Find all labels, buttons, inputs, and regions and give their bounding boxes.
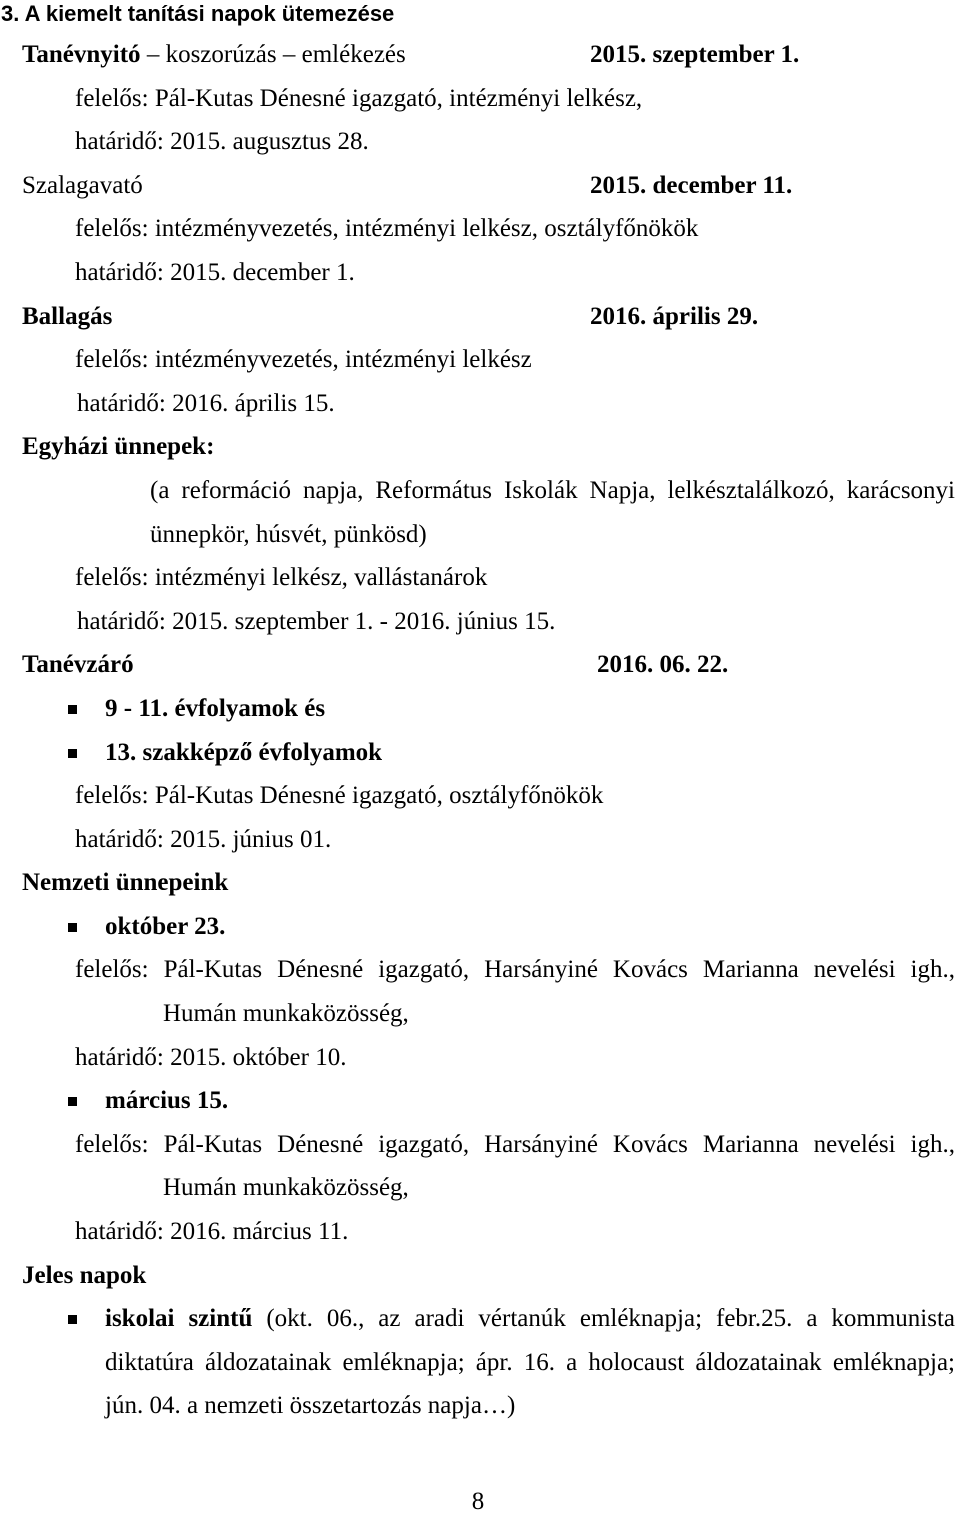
event-title: Tanévnyitó (22, 41, 141, 68)
square-bullet-icon (68, 1315, 77, 1324)
deadline-line: határidő: 2015. december 1. (75, 258, 355, 286)
responsible-line: felelős: intézményvezetés, intézményi lelkész, osztályfőnökök (75, 215, 699, 243)
responsible-line-continued: Humán munkaközösség, (163, 1174, 409, 1202)
event-subtitle: – koszorúzás – emlékezés (146, 41, 406, 68)
page-number: 8 (471, 1488, 485, 1515)
section-heading: 3. A kiemelt tanítási napok ütemezése (1, 1, 395, 26)
bullet-item-description-continued: jún. 04. a nemzeti összetartozás napja…) (105, 1392, 516, 1420)
description-line: ünnepkör, húsvét, pünkösd) (150, 520, 427, 548)
bullet-item (0, 905, 955, 949)
square-bullet-icon (68, 923, 77, 932)
square-bullet-icon (68, 1097, 77, 1106)
bullet-item (0, 731, 955, 775)
event-title-nemzeti: Nemzeti ünnepeink (22, 869, 229, 897)
responsible-line: felelős: Pál-Kutas Dénesné igazgató, osztályfőnökök (75, 782, 604, 810)
bullet-item (0, 1079, 955, 1123)
event-date: 2016. 06. 22. (597, 651, 729, 679)
bullet-item-text: 13. szakképző évfolyamok (105, 738, 383, 766)
responsible-line: felelős: Pál-Kutas Dénesné igazgató, Harsányiné Kovács Marianna nevelési igh., (75, 956, 955, 984)
event-row-tanevzaro (0, 643, 955, 687)
deadline-line: határidő: 2016. március 11. (75, 1218, 349, 1246)
responsible-line-continued: Humán munkaközösség, (163, 1000, 409, 1028)
event-row-ballagas (0, 295, 955, 339)
square-bullet-icon (68, 705, 77, 714)
bullet-item (0, 687, 955, 731)
deadline-line: határidő: 2015. szeptember 1. - 2016. június 15. (77, 607, 556, 635)
event-date: 2016. április 29. (590, 302, 759, 330)
responsible-line: felelős: intézményvezetés, intézményi lelkész (75, 346, 532, 374)
event-title: Ballagás (22, 302, 113, 330)
event-title-jeles: Jeles napok (22, 1261, 147, 1289)
responsible-line: felelős: Pál-Kutas Dénesné igazgató, Harsányiné Kovács Marianna nevelési igh., (75, 1130, 955, 1158)
deadline-line: határidő: 2015. augusztus 28. (75, 128, 369, 156)
responsible-line: felelős: intézményi lelkész, vallástanárok (75, 564, 488, 592)
bullet-item-text: március 15. (105, 1087, 229, 1115)
event-title: Tanévzáró (22, 651, 134, 679)
square-bullet-icon (68, 749, 77, 758)
bullet-item-description: (okt. 06., az aradi vértanúk emléknapja; febr.25. a kommunista (266, 1305, 956, 1333)
bullet-item (0, 1297, 955, 1341)
event-date: 2015. december 11. (590, 171, 793, 199)
bullet-item-text: iskolai szintű (105, 1305, 253, 1333)
event-title-egyhazi: Egyházi ünnepek: (22, 433, 215, 461)
deadline-line: határidő: 2016. április 15. (77, 389, 335, 417)
bullet-item-description-continued: diktatúra áldozatainak emléknapja; ápr. 16. a holocaust áldozatainak emléknapja; (105, 1348, 955, 1376)
bullet-item-text: október 23. (105, 912, 226, 940)
event-date: 2015. szeptember 1. (590, 41, 800, 68)
event-title: Szalagavató (22, 171, 143, 199)
description-line: (a reformáció napja, Református Iskolák Napja, lelkésztalálkozó, karácsonyi (150, 476, 955, 504)
deadline-line: határidő: 2015. október 10. (75, 1043, 347, 1071)
responsible-line: felelős: Pál-Kutas Dénesné igazgató, intézményi lelkész, (75, 84, 643, 112)
event-row-tanevnyito (0, 33, 955, 77)
event-row-szalagavato (0, 164, 955, 208)
deadline-line: határidő: 2015. június 01. (75, 825, 332, 853)
bullet-item-text: 9 - 11. évfolyamok és (105, 694, 326, 722)
